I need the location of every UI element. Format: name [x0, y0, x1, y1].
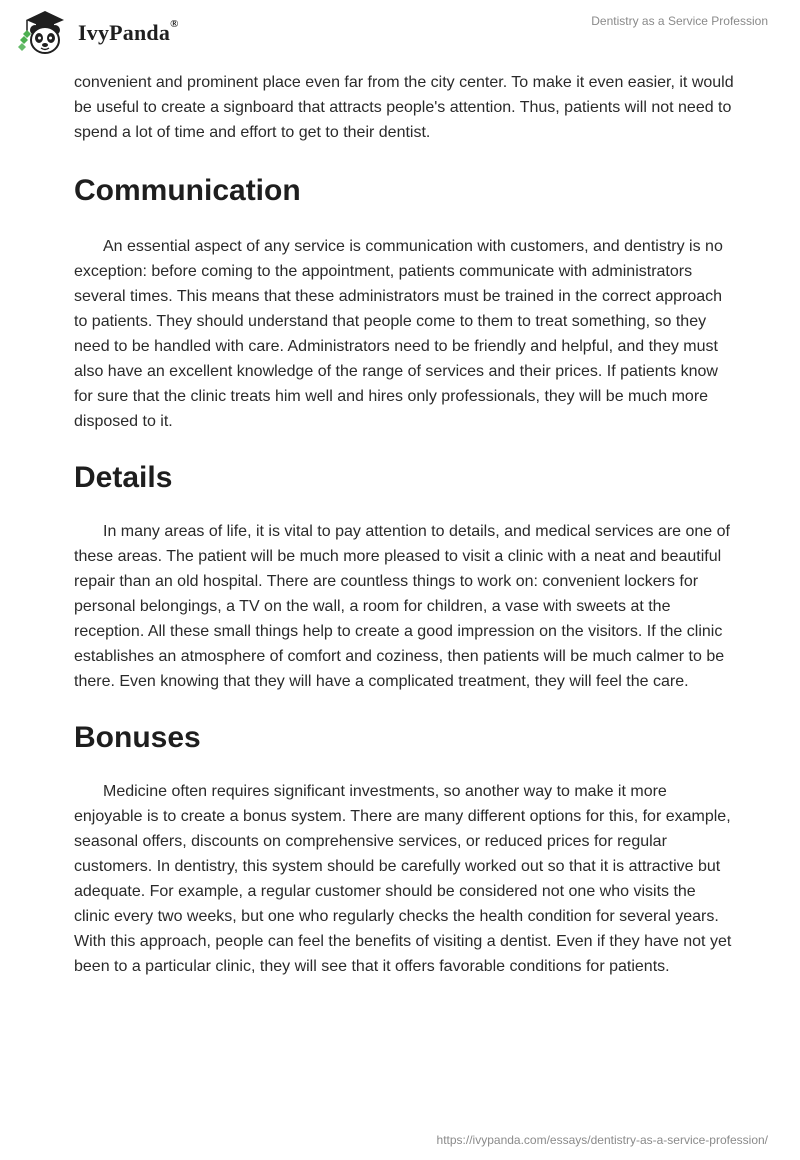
brand-name	[78, 20, 179, 46]
section-paragraph-communication: An essential aspect of any service is communication with customers, and dentistry is no exception: before coming to the appointment, patients communicate with administrators several times. This means that these administrators must be trained in the correct approach to patients. They should understand that people come to them to treat something, so they need to be handled with care. Administrators need to be friendly and helpful, and they must also have an excellent knowledge of the range of services and their prices. If patients know for sure that the clinic treats him well and hires only professionals, they will be much more disposed to it.	[74, 238, 723, 430]
panda-graduate-icon	[14, 8, 76, 58]
brand-name-text: IvyPanda	[78, 20, 171, 45]
document-title: Dentistry as a Service Profession	[591, 14, 768, 28]
source-url[interactable]: https://ivypanda.com/essays/dentistry-as-a-service-profession/	[436, 1133, 768, 1147]
section-heading-communication: Communication	[74, 174, 301, 207]
section-paragraph-details: In many areas of life, it is vital to pay attention to details, and medical services are one of these areas. The patient will be much more pleased to visit a clinic with a neat and beautiful repair than an old hospital. There are countless things to work on: convenient lockers for personal belongings, a TV on the wall, a room for children, a vase with sweets at the reception. All these small things help to create a good impression on the visitors. If the clinic establishes an atmosphere of comfort and coziness, then patients will be much calmer to be there. Even knowing that they will have a complicated treatment, they will feel the care.	[74, 523, 730, 690]
essay-content	[74, 70, 734, 979]
registered-mark: ®	[170, 18, 179, 30]
brand-logo[interactable]	[14, 8, 179, 58]
page-header	[0, 0, 800, 66]
intro-paragraph: convenient and prominent place even far from the city center. To make it even easier, it would be useful to create a signboard that attracts people's attention. Thus, patients will not need to spend a lot of time and effort to get to their dentist.	[74, 74, 734, 141]
section-heading-details: Details	[74, 461, 173, 494]
section-heading-bonuses: Bonuses	[74, 721, 201, 754]
section-paragraph-bonuses: Medicine often requires significant investments, so another way to make it more enjoyable is to create a bonus system. There are many different options for this, for example, seasonal offers, discounts on comprehensive services, or reduced prices for regular customers. In dentistry, this system should be carefully worked out so that it is attractive but adequate. For example, a regular customer should be considered not one who visits the clinic every two weeks, but one who regularly checks the health condition for several years. With this approach, people can feel the benefits of visiting a dentist. Even if they have not yet been to a particular clinic, they will see that it offers favorable conditions for patients.	[74, 783, 732, 975]
